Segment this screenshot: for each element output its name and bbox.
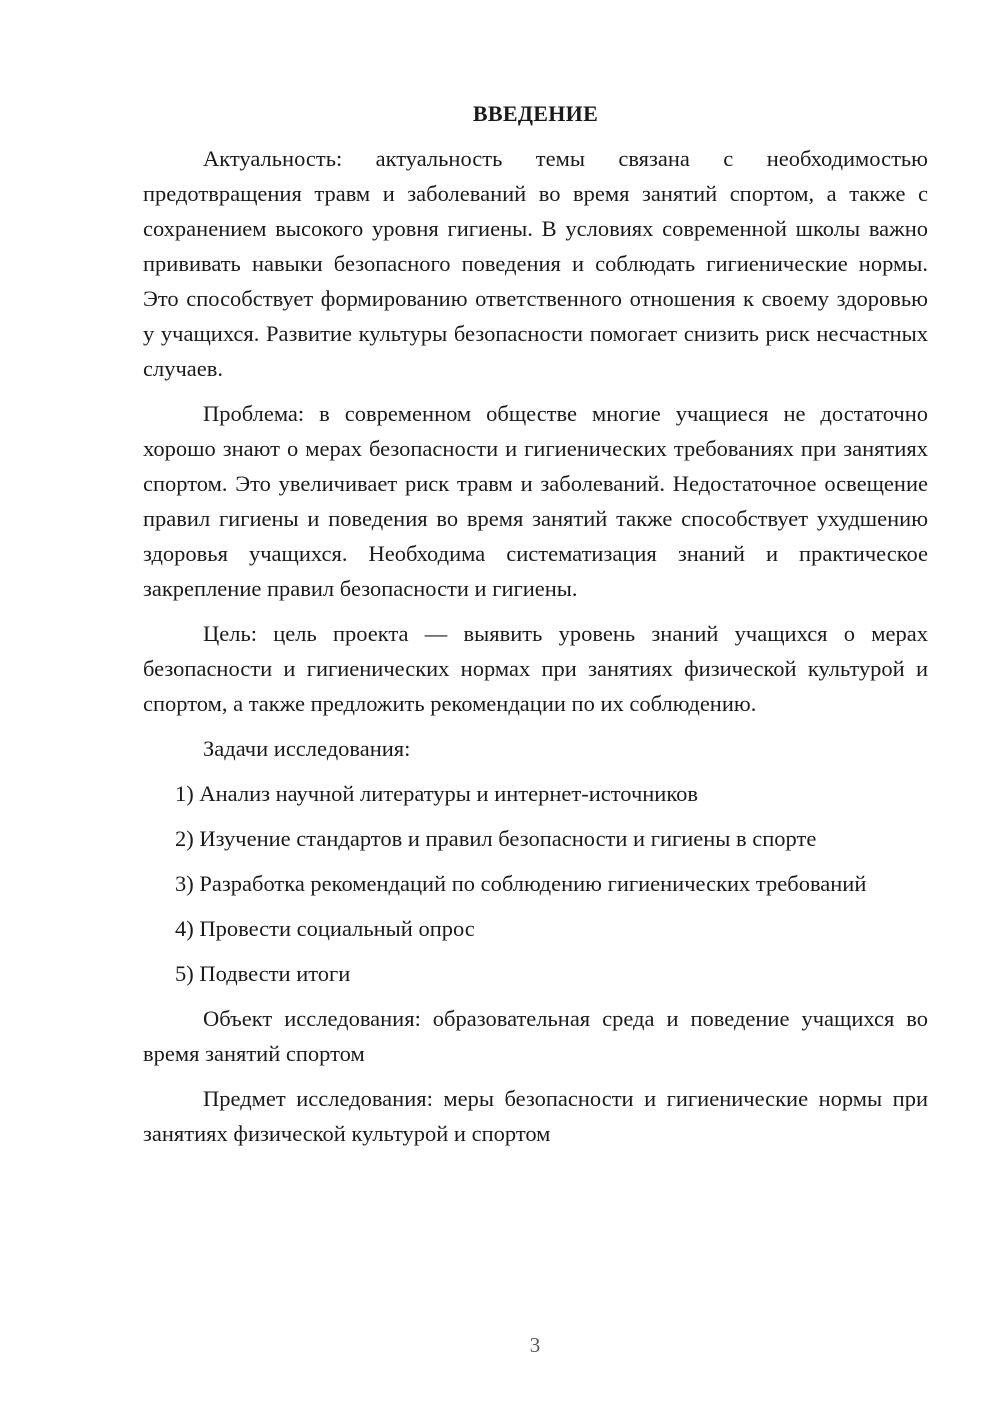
page-title: ВВЕДЕНИЕ: [472, 101, 599, 126]
task-item: 3) Разработка рекомендаций по соблюдению гигиенических требований: [175, 871, 867, 896]
paragraph-goal: Цель: цель проекта — выявить уровень знаний учащихся о мерах безопасности и гигиенических нормах при занятиях физической культурой и спортом, а также предложить рекомендации по их соблюдению.: [143, 621, 928, 716]
paragraph-object: Объект исследования: образовательная среда и поведение учащихся во время занятий спортом: [143, 1006, 928, 1066]
task-item: 4) Провести социальный опрос: [175, 916, 475, 941]
paragraph-relevance: Актуальность: актуальность темы связана с необходимостью предотвращения травм и заболеваний во время занятий спортом, а также с сохранением высокого уровня гигиены. В условиях современной школы важно прививать навыки безопасного поведения и соблюдать гигиенические нормы. Это способствует формированию ответственного отношения к своему здоровью у учащихся. Развитие культуры безопасности помогает снизить риск несчастных случаев.: [143, 146, 928, 381]
document-body: [143, 96, 928, 1161]
task-item: 1) Анализ научной литературы и интернет-источников: [175, 781, 699, 806]
paragraph-problem: Проблема: в современном обществе многие учащиеся не достаточно хорошо знают о мерах безопасности и гигиенических требованиях при занятиях спортом. Это увеличивает риск травм и заболеваний. Недостаточное освещение правил гигиены и поведения во время занятий также способствует ухудшению здоровья учащихся. Необходима систематизация знаний и практическое закрепление правил безопасности и гигиены.: [143, 401, 928, 601]
tasks-heading: Задачи исследования:: [203, 736, 411, 761]
page-number: 3: [529, 1333, 541, 1357]
tasks-list: [143, 776, 928, 991]
task-item: 5) Подвести итоги: [175, 961, 351, 986]
task-item: 2) Изучение стандартов и правил безопасности и гигиены в спорте: [175, 826, 817, 851]
paragraph-subject: Предмет исследования: меры безопасности и гигиенические нормы при занятиях физической культурой и спортом: [143, 1086, 928, 1146]
